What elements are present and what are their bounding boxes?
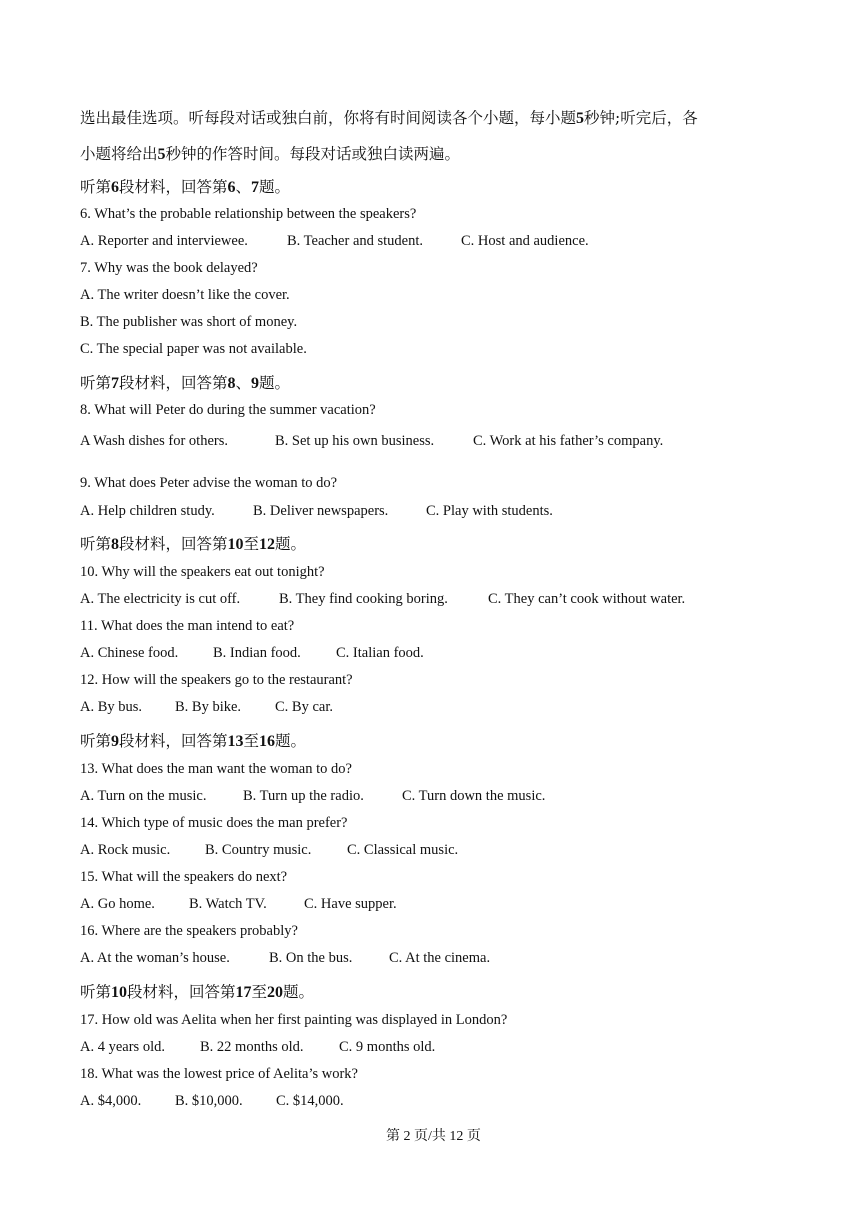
option-b: B. 22 months old. — [200, 1039, 304, 1055]
question-text: 15. What will the speakers do next? — [80, 869, 288, 885]
instruction-text: 秒钟;听完后，各 — [584, 109, 698, 127]
option-a: A. Help children study. — [80, 503, 215, 519]
question-text: 16. Where are the speakers probably? — [80, 923, 298, 939]
option-c: C. $14,000. — [276, 1093, 344, 1109]
question-text: 6. What’s the probable relationship between the speakers? — [80, 206, 417, 222]
option-b: B. Teacher and student. — [287, 233, 424, 249]
option-c: C. They can’t cook without water. — [488, 591, 686, 607]
option-c: C. Italian food. — [336, 645, 424, 661]
instruction-number: 5 — [576, 110, 585, 127]
option-b: B. Watch TV. — [189, 896, 267, 912]
option-b: B. Set up his own business. — [275, 433, 435, 449]
option-b: B. Deliver newspapers. — [253, 503, 389, 519]
option-b: B. The publisher was short of money. — [80, 314, 298, 330]
option-a: A. Rock music. — [80, 842, 171, 858]
instructions-line-2 — [80, 142, 460, 164]
section-heading: 听第10段材料，回答第17至20题。 — [80, 983, 315, 1001]
option-a: A. Turn on the music. — [80, 788, 207, 804]
question-text: 8. What will Peter do during the summer vacation? — [80, 402, 376, 418]
option-a: A. 4 years old. — [80, 1039, 165, 1055]
option-b: B. $10,000. — [175, 1093, 243, 1109]
option-a: A. Reporter and interviewee. — [80, 233, 248, 249]
option-a: A. The writer doesn’t like the cover. — [80, 287, 290, 303]
option-c: C. By car. — [275, 699, 333, 715]
option-a: A. Go home. — [80, 896, 155, 912]
option-b: B. They find cooking boring. — [279, 591, 448, 607]
option-c: C. Play with students. — [426, 503, 553, 519]
option-c: C. Work at his father’s company. — [473, 433, 664, 449]
option-c: C. Have supper. — [304, 896, 397, 912]
page-footer: 第 2 页/共 12 页 — [386, 1129, 481, 1144]
instruction-text: 选出最佳选项。听每段对话或独白前，你将有时间阅读各个小题，每小题 — [80, 109, 577, 127]
instruction-text: 小题将给出 — [80, 145, 158, 163]
question-text: 10. Why will the speakers eat out tonight? — [80, 564, 325, 580]
question-text: 9. What does Peter advise the woman to do? — [80, 475, 338, 491]
section-heading: 听第7段材料，回答第8、9题。 — [80, 374, 291, 392]
question-text: 13. What does the man want the woman to do? — [80, 761, 352, 777]
question-text: 17. How old was Aelita when her first painting was displayed in London? — [80, 1012, 508, 1028]
option-a: A Wash dishes for others. — [80, 433, 228, 449]
question-text: 7. Why was the book delayed? — [80, 260, 258, 276]
option-a: A. By bus. — [80, 699, 143, 715]
option-c: C. At the cinema. — [389, 950, 491, 966]
section-heading: 听第6段材料，回答第6、7题。 — [80, 178, 291, 196]
option-c: C. 9 months old. — [339, 1039, 436, 1055]
option-b: B. Indian food. — [213, 645, 301, 661]
option-c: C. Turn down the music. — [402, 788, 546, 804]
option-a: A. Chinese food. — [80, 645, 179, 661]
option-b: B. Turn up the radio. — [243, 788, 364, 804]
instruction-number: 5 — [157, 146, 166, 163]
option-c: C. Classical music. — [347, 842, 459, 858]
instructions-line-1 — [80, 106, 698, 128]
option-a: A. The electricity is cut off. — [80, 591, 241, 607]
instruction-text: 秒钟的作答时间。每段对话或独白读两遍。 — [165, 145, 461, 163]
option-c: C. The special paper was not available. — [80, 341, 307, 357]
section-heading: 听第8段材料，回答第10至12题。 — [80, 535, 307, 553]
option-b: B. Country music. — [205, 842, 312, 858]
question-text: 18. What was the lowest price of Aelita’s work? — [80, 1066, 358, 1082]
option-c: C. Host and audience. — [461, 233, 589, 249]
section-heading: 听第9段材料，回答第13至16题。 — [80, 732, 307, 750]
option-b: B. By bike. — [175, 699, 242, 715]
option-a: A. At the woman’s house. — [80, 950, 230, 966]
question-text: 14. Which type of music does the man prefer? — [80, 815, 348, 831]
question-text: 12. How will the speakers go to the restaurant? — [80, 672, 353, 688]
option-b: B. On the bus. — [269, 950, 353, 966]
option-a: A. $4,000. — [80, 1093, 142, 1109]
question-text: 11. What does the man intend to eat? — [80, 618, 295, 634]
